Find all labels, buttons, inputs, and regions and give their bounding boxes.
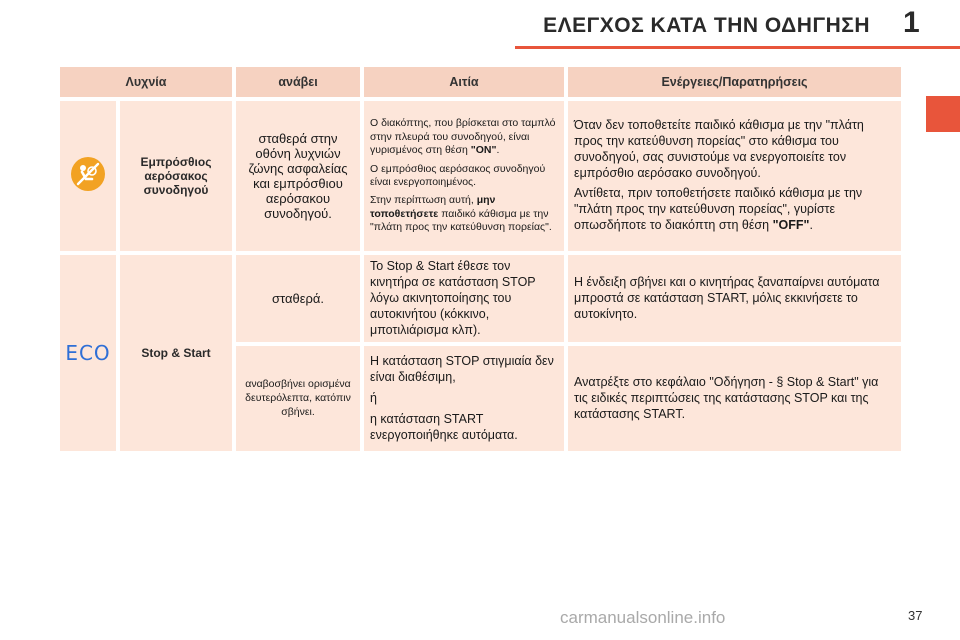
airbag-action-paragraph-2: Αντίθετα, πριν τοποθετήσετε παιδικό κάθισμα με την "πλάτη προς την κατεύθυνση πορείας", γυρίστε οπωσδήποτε το διακόπτη στη θέση "OFF".: [574, 186, 863, 233]
airbag-light-name: Εμπρόσθιος αερόσακος συνοδηγού: [120, 101, 232, 251]
page-number: 37: [908, 608, 923, 623]
page-title: ΕΛΕΓΧΟΣ ΚΑΤΑ ΤΗΝ ΟΔΗΓΗΣΗ: [543, 14, 870, 37]
eco-icon-cell: [60, 255, 116, 451]
watermark: carmanualsonline.info: [560, 608, 726, 627]
airbag-cause: [364, 101, 564, 251]
header-divider: [515, 46, 960, 49]
chapter-number: 1: [903, 6, 920, 39]
warning-lights-table: [56, 63, 905, 455]
stop-start-action-steady: Η ένδειξη σβήνει και ο κινητήρας ξαναπαίρνει αυτόματα μπροστά σε κατάσταση START, μόλις εκκινήσετε το αυτοκίνητο.: [568, 255, 901, 342]
stop-start-light-name: Stop & Start: [120, 255, 232, 451]
chapter-tab-marker: [926, 96, 960, 132]
stop-start-cause-flashing-1: Η κατάσταση STOP στιγμιαία δεν είναι διαθέσιμη,: [370, 354, 554, 385]
airbag-when-lit: σταθερά στην οθόνη λυχνιών ζώνης ασφαλείας και εμπρόσθιου αερόσακου συνοδηγού.: [236, 101, 360, 251]
table-row-airbag: [60, 101, 901, 251]
airbag-action: [568, 101, 901, 251]
stop-start-action-flashing: Ανατρέξτε στο κεφάλαιο "Οδήγηση - § Stop & Start" για τις ειδικές περιπτώσεις της κατάστασης STOP και της κατάστασης START.: [568, 346, 901, 451]
airbag-cause-paragraph-3: Στην περίπτωση αυτή, μην τοποθετήσετε παιδικό κάθισμα με την "πλάτη προς την κατεύθυνση πορείας".: [370, 194, 552, 234]
stop-start-when-flashing: αναβοσβήνει ορισμένα δευτερόλεπτα, κατόπιν σβήνει.: [236, 346, 360, 451]
airbag-cause-paragraph-1: Ο διακόπτης, που βρίσκεται στο ταμπλό στην πλευρά του συνοδηγού, είναι γυρισμένος στη θέση "ON".: [370, 117, 556, 157]
column-header-action: Ενέργειες/Παρατηρήσεις: [568, 67, 901, 97]
airbag-action-paragraph-1: Όταν δεν τοποθετείτε παιδικό κάθισμα με την "πλάτη προς την κατεύθυνση πορείας" στο κάθισμα του συνοδηγού, σας συνιστούμε να ενεργοποιείτε τον εμπρόσθιο αερόσακο συνοδηγού.: [574, 117, 864, 180]
column-header-cause: Αιτία: [364, 67, 564, 97]
column-header-when-lit: ανάβει: [236, 67, 360, 97]
table-header-row: [60, 67, 901, 97]
stop-start-cause-flashing-3: η κατάσταση START ενεργοποιήθηκε αυτόματα.: [370, 411, 518, 442]
airbag-off-icon: [71, 157, 105, 191]
stop-start-cause-flashing-2: ή: [370, 390, 377, 405]
stop-start-cause-flashing: [364, 346, 564, 451]
column-header-light: Λυχνία: [60, 67, 232, 97]
stop-start-when-steady: σταθερά.: [236, 255, 360, 342]
airbag-icon-cell: [60, 101, 116, 251]
airbag-cause-paragraph-2: Ο εμπρόσθιος αερόσακος συνοδηγού είναι ενεργοποιημένος.: [370, 162, 546, 188]
table-row-stop-start-steady: [60, 255, 901, 342]
eco-icon: ECO: [65, 341, 111, 366]
stop-start-cause-steady: Το Stop & Start έθεσε τον κινητήρα σε κατάσταση STOP λόγω ακινητοποίησης του αυτοκινήτου (κόκκινο, μποτιλιάρισμα κλπ).: [364, 255, 564, 342]
